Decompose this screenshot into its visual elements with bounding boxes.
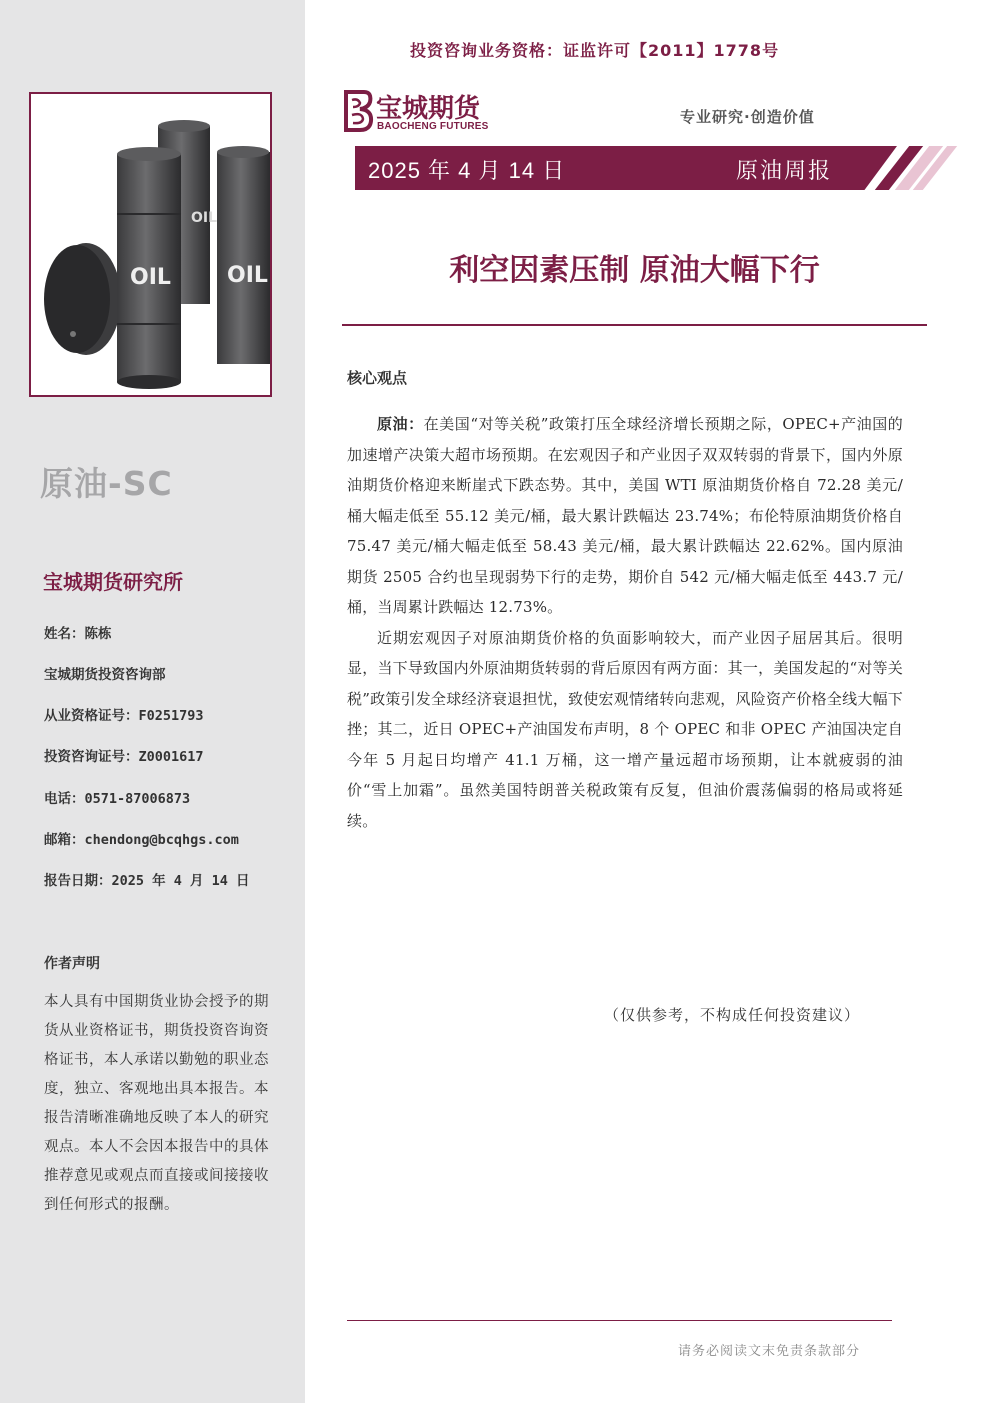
- institute-name: 宝城期货研究所: [43, 570, 183, 594]
- barrel-label-front: OIL: [130, 265, 171, 290]
- email[interactable]: 邮箱：chendong@bcqhgs.com: [44, 832, 239, 848]
- phone: 电话：0571-87006873: [44, 791, 191, 807]
- headline: 利空因素压制 原油大幅下行: [449, 253, 820, 288]
- footer-divider: [347, 1320, 892, 1321]
- paragraph-1: [347, 409, 903, 623]
- oil-barrels-illustration: [31, 94, 270, 395]
- product-label: 原油-SC: [40, 464, 173, 503]
- slogan: 专业研究·创造价值: [680, 108, 815, 126]
- declaration-text: 本人具有中国期货业协会授予的期货从业资格证书，期货投资咨询资格证书，本人承诺以勤勉的职业态度，独立、客观地出具本报告。本报告清晰准确地反映了本人的研究观点。本人不会因本报告中的具体推荐意见或观点而直接或间接接收到任何形式的报酬。: [44, 994, 269, 1213]
- paragraph-1-lead: 原油：: [377, 415, 424, 433]
- barrel-label-right: OIL: [227, 263, 268, 288]
- headline-divider: [342, 324, 927, 326]
- disclaimer: （仅供参考，不构成任何投资建议）: [604, 1006, 861, 1024]
- analyst-name: 姓名：陈栋: [44, 626, 112, 642]
- qualification-number: 从业资格证号：F0251793: [44, 708, 204, 724]
- department: 宝城期货投资咨询部: [44, 667, 166, 683]
- logo-mark-icon: [340, 88, 374, 132]
- logo-english: BAOCHENG FUTURES: [377, 121, 489, 132]
- license-line: 投资咨询业务资格：证监许可【2011】1778号: [410, 41, 780, 60]
- core-view-title: 核心观点: [347, 369, 408, 387]
- barrel-label-back: OIL: [191, 210, 218, 226]
- report-date: 报告日期：2025 年 4 月 14 日: [44, 873, 250, 889]
- declaration-title: 作者声明: [44, 956, 100, 972]
- paragraph-2: 近期宏观因子对原油期货价格的负面影响较大，而产业因子屈居其后。很明显，当下导致国内外原油期货转弱的背后原因有两方面：其一，美国发起的“对等关税”政策引发全球经济衰退担忧，致使宏观情绪转向悲观，风险资产价格全线大幅下挫；其二，近日 OPEC+产油国发布声明，8 个 OPEC 和非 OPEC 产油国决定自今年 5 月起日均增产 41.1 万桶，这一增产量远超市场预期，让本就疲弱的油价“雪上加霜”。虽然美国特朗普关税政策有反复，但油价震荡偏弱的格局或将延续。: [347, 628, 903, 830]
- sidebar: [0, 0, 305, 1403]
- consulting-number: 投资咨询证号：Z0001617: [44, 749, 204, 765]
- oil-barrels-photo: [29, 92, 272, 397]
- company-logo: [340, 88, 510, 134]
- core-view-body: [347, 409, 903, 836]
- report-type: 原油周报: [736, 159, 833, 184]
- footer-note: 请务必阅读文末免责条款部分: [678, 1344, 861, 1359]
- banner-date: 2025 年 4 月 14 日: [368, 158, 566, 183]
- logo-chinese: 宝城期货: [376, 94, 481, 124]
- paragraph-1-text: 在美国“对等关税”政策打压全球经济增长预期之际，OPEC+产油国的加速增产决策大超市场预期。在宏观因子和产业因子双双转弱的背景下，国内外原油期货价格迎来断崖式下跌态势。其中，美国 WTI 原油期货价格自 72.28 美元/桶大幅走低至 55.12 美元/桶，最大累计跌幅达 23.74%；布伦特原油期货价格自 75.47 美元/桶大幅走低至 58.43 美元/桶，最大累计跌幅达 22.62%。国内原油期货 2505 合约也呈现弱势下行的走势，期价自 542 元/桶大幅走低至 443.7 元/桶，当周累计跌幅达 12.73%。: [347, 415, 903, 616]
